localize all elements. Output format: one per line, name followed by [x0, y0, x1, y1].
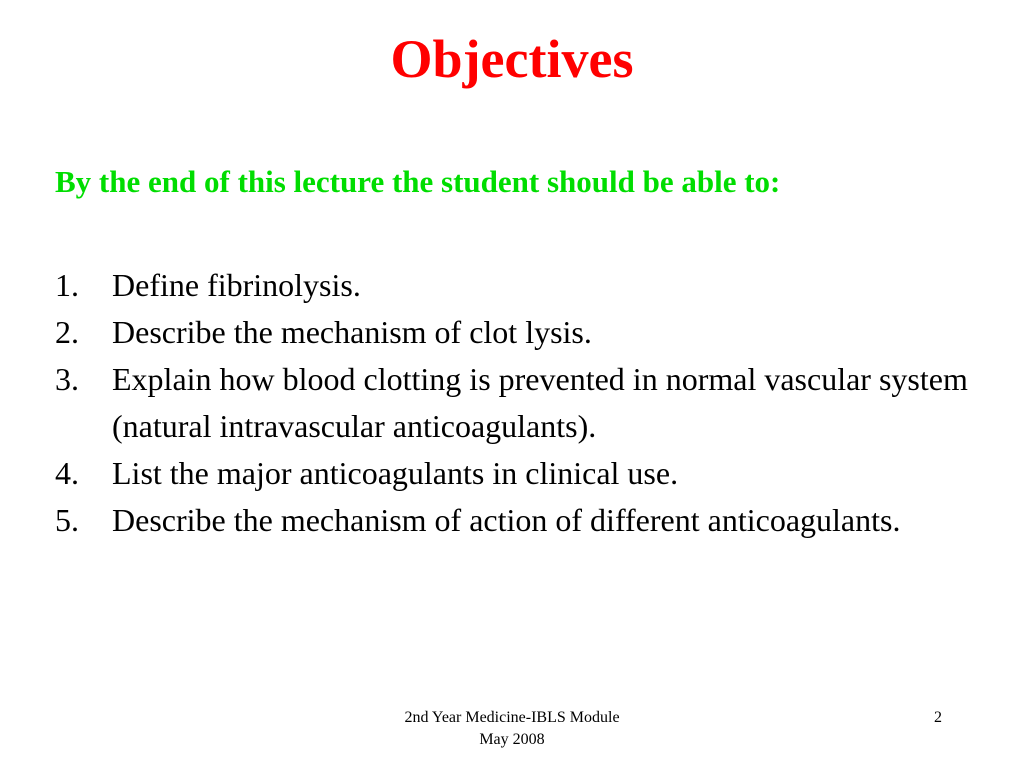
objective-item-4 [55, 450, 1005, 497]
objective-item-5 [55, 497, 1005, 544]
objective-number: 4. [55, 455, 79, 491]
objective-item-3 [55, 356, 1005, 450]
objective-text: Describe the mechanism of action of different anticoagulants. [112, 502, 901, 538]
objective-text: Define fibrinolysis. [112, 267, 361, 303]
slide-title: Objectives [390, 29, 634, 89]
objective-item-2 [55, 309, 1005, 356]
objective-number: 1. [55, 267, 79, 303]
objective-number: 5. [55, 502, 79, 538]
objectives-list [55, 262, 1005, 544]
objective-text: Describe the mechanism of clot lysis. [112, 314, 592, 350]
footer-date: May 2008 [479, 731, 545, 748]
page-number: 2 [934, 709, 942, 726]
objective-text: List the major anticoagulants in clinical use. [112, 455, 679, 491]
footer-info [312, 707, 712, 751]
objective-item-1 [55, 262, 1005, 309]
objective-text: Explain how blood clotting is prevented in normal vascular system (natural intravascular anticoagulants). [112, 361, 968, 444]
footer-module: 2nd Year Medicine-IBLS Module [404, 709, 620, 726]
objective-number: 3. [55, 361, 79, 397]
slide-subtitle: By the end of this lecture the student should be able to: [55, 164, 781, 199]
objective-number: 2. [55, 314, 79, 350]
